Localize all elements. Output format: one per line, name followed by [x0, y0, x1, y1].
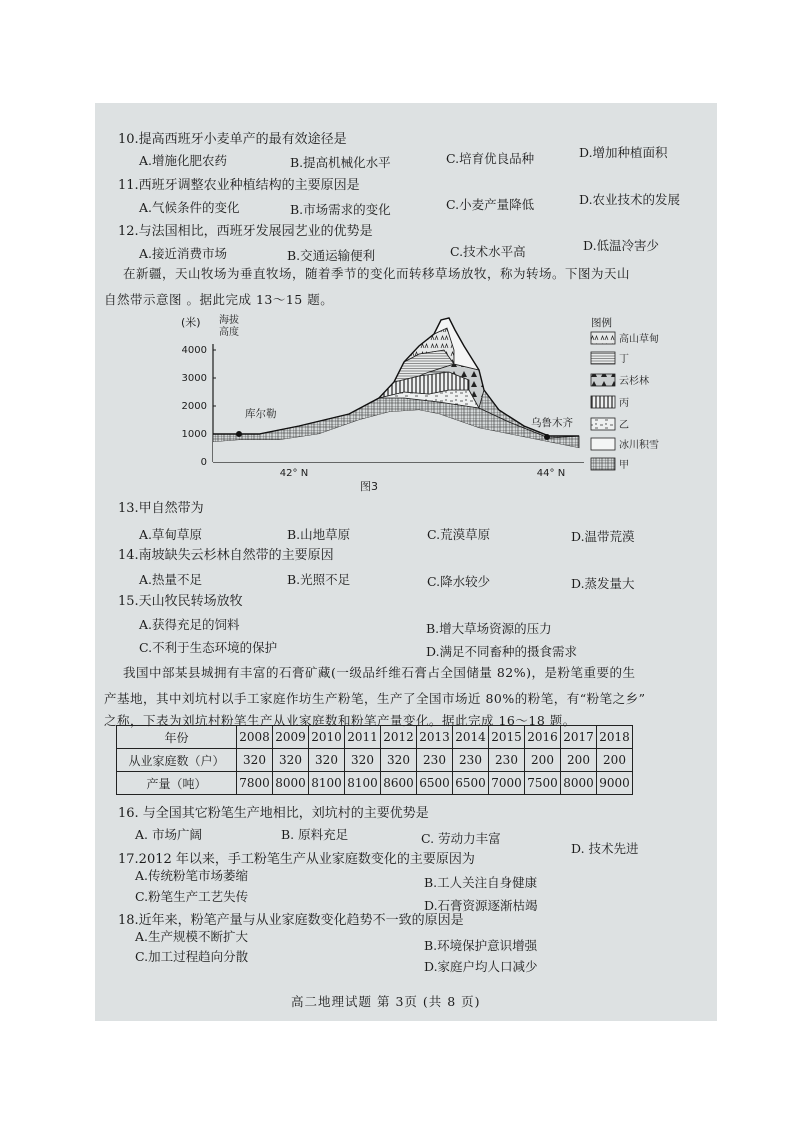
y-unit-label: (米) — [181, 316, 201, 329]
q16-option-b: B. 原料充足 — [281, 827, 349, 842]
table-cell: 2010 — [309, 726, 345, 749]
q11-option-b: B.市场需求的变化 — [290, 202, 391, 217]
urumqi-point-icon — [544, 434, 550, 440]
q17-option-b: B.工人关注自身健康 — [424, 875, 538, 890]
q15-option-d: D.满足不同畜种的摄食需求 — [426, 644, 578, 659]
q12-stem: 12.与法国相比，西班牙发展园艺业的优势是 — [118, 224, 373, 239]
table-cell: 230 — [453, 749, 489, 772]
table-row-households — [117, 749, 633, 772]
figure-caption: 图3 — [360, 480, 378, 493]
q13-option-c: C.荒漠草原 — [427, 527, 491, 542]
legend-title: 图例 — [591, 317, 612, 329]
y-title-1: 海拔 — [219, 315, 239, 326]
table-cell: 320 — [309, 749, 345, 772]
exam-page — [95, 103, 717, 1021]
tianshan-natural-belt-figure — [179, 310, 659, 493]
legend-label: 高山草甸 — [619, 334, 659, 345]
table-cell: 6500 — [453, 772, 489, 795]
table-cell: 2008 — [237, 726, 273, 749]
table-cell: 200 — [561, 749, 597, 772]
y-title-2: 高度 — [219, 327, 239, 338]
y-tick-label: 3000 — [181, 373, 207, 384]
q14-option-b: B.光照不足 — [287, 572, 351, 587]
intro-tianshan-line1: 在新疆，天山牧场为垂直牧场，随着季节的变化而转移草场放牧，称为转场。下图为天山 — [123, 266, 631, 281]
table-cell: 6500 — [417, 772, 453, 795]
q18-option-d: D.家庭户均人口减少 — [424, 959, 538, 974]
q14-stem: 14.南坡缺失云杉林自然带的主要原因 — [118, 548, 334, 563]
table-cell: 320 — [381, 749, 417, 772]
q12-option-a: A.接近消费市场 — [139, 246, 228, 261]
table-cell: 200 — [597, 749, 633, 772]
q10-option-a: A.增施化肥农药 — [139, 153, 228, 168]
q16-option-a: A. 市场广阔 — [135, 827, 202, 842]
table-cell: 320 — [345, 749, 381, 772]
table-cell: 8100 — [309, 772, 345, 795]
q18-option-b: B.环境保护意识增强 — [424, 938, 538, 953]
legend-label: 甲 — [619, 460, 629, 471]
q12-option-b: B.交通运输便利 — [287, 248, 376, 263]
q13-stem: 13.甲自然带为 — [118, 501, 204, 516]
q14-option-d: D.蒸发量大 — [571, 576, 635, 591]
y-tick-label: 1000 — [181, 429, 207, 440]
legend-label: 乙 — [619, 420, 629, 431]
q14-option-a: A.热量不足 — [139, 572, 203, 587]
table-cell: 320 — [237, 749, 273, 772]
table-cell: 230 — [417, 749, 453, 772]
legend-swatch-bing-icon — [591, 396, 615, 408]
legend-swatch-spruce-icon — [591, 374, 615, 386]
q13-option-b: B.山地草原 — [287, 527, 351, 542]
page-footer: 高二地理试题 第 3页 (共 8 页) — [291, 994, 481, 1009]
table-cell: 2012 — [381, 726, 417, 749]
table-cell: 7800 — [237, 772, 273, 795]
intro-tianshan-line2: 自然带示意图 。据此完成 13～15 题。 — [104, 292, 334, 307]
q18-stem: 18.近年来，粉笔产量与从业家庭数变化趋势不一致的原因是 — [118, 913, 464, 928]
q11-option-a: A.气候条件的变化 — [139, 200, 240, 215]
q11-option-c: C.小麦产量降低 — [446, 197, 535, 212]
intro-chalk-line1: 我国中部某县城拥有丰富的石膏矿藏(一级品纤维石膏占全国储量 82%)，是粉笔重要的生 — [123, 665, 636, 680]
table-cell: 7000 — [489, 772, 525, 795]
legend-swatch-alpine-meadow-icon — [591, 332, 615, 344]
y-tick-label: 0 — [200, 457, 207, 468]
table-row-years — [117, 726, 633, 749]
table-cell: 7500 — [525, 772, 561, 795]
place-label-korla: 库尔勒 — [245, 408, 277, 420]
q10-option-b: B.提高机械化水平 — [290, 155, 391, 170]
x-tick-label-42n: 42° N — [279, 468, 309, 479]
q15-stem: 15.天山牧民转场放牧 — [118, 594, 243, 609]
q11-stem: 11.西班牙调整农业种植结构的主要原因是 — [118, 178, 360, 193]
q15-option-a: A.获得充足的饲料 — [139, 617, 240, 632]
x-tick-label-44n: 44° N — [536, 468, 566, 479]
table-cell: 2018 — [597, 726, 633, 749]
table-cell: 8000 — [273, 772, 309, 795]
intro-chalk-line2: 产基地，其中刘坑村以手工家庭作坊生产粉笔，生产了全国市场近 80%的粉笔，有“粉笔之乡” — [104, 691, 646, 706]
q17-stem: 17.2012 年以来，手工粉笔生产从业家庭数变化的主要原因为 — [118, 852, 475, 867]
q18-option-c: C.加工过程趋向分散 — [135, 949, 249, 964]
legend-label: 云杉林 — [619, 376, 649, 387]
q16-option-d: D. 技术先进 — [571, 841, 639, 856]
table-cell: 2016 — [525, 726, 561, 749]
table-cell: 9000 — [597, 772, 633, 795]
table-cell: 320 — [273, 749, 309, 772]
q18-option-a: A.生产规模不断扩大 — [135, 929, 249, 944]
table-header-cell: 年份 — [117, 726, 237, 749]
q13-option-a: A.草甸草原 — [139, 527, 203, 542]
table-cell: 2015 — [489, 726, 525, 749]
y-tick-label: 2000 — [181, 401, 207, 412]
table-row-output — [117, 772, 633, 795]
chalk-production-table — [116, 725, 633, 795]
table-cell: 200 — [525, 749, 561, 772]
q17-option-c: C.粉笔生产工艺失传 — [135, 889, 249, 904]
legend-label: 丙 — [619, 398, 629, 409]
q12-option-d: D.低温冷害少 — [583, 238, 660, 253]
table-header-cell: 产量（吨） — [117, 772, 237, 795]
legend-swatch-glacier-icon — [591, 438, 615, 450]
q17-option-d: D.石膏资源逐渐枯竭 — [424, 898, 538, 913]
table-cell: 2014 — [453, 726, 489, 749]
table-cell: 8100 — [345, 772, 381, 795]
intro-chalk-line3: 之称，下表为刘坑村粉笔生产从业家庭数和粉笔产量变化。据此完成 16～18 题。 — [104, 713, 576, 728]
q10-option-d: D.增加种植面积 — [579, 145, 668, 160]
legend-swatch-ding-icon — [591, 352, 615, 364]
table-cell: 8600 — [381, 772, 417, 795]
table-header-cell: 从业家庭数（户） — [117, 749, 237, 772]
q12-option-c: C.技术水平高 — [450, 244, 526, 259]
q15-option-c: C.不利于生态环境的保护 — [139, 640, 278, 655]
legend-label: 丁 — [619, 354, 629, 365]
q14-option-c: C.降水较少 — [427, 574, 491, 589]
q11-option-d: D.农业技术的发展 — [579, 192, 681, 207]
table-cell: 8000 — [561, 772, 597, 795]
legend-label: 冰川积雪 — [619, 440, 659, 451]
table-cell: 2013 — [417, 726, 453, 749]
legend-swatch-jia-icon — [591, 458, 615, 470]
table-cell: 2011 — [345, 726, 381, 749]
q10-stem: 10.提高西班牙小麦单产的最有效途径是 — [118, 132, 347, 147]
q13-option-d: D.温带荒漠 — [571, 529, 635, 544]
table-cell: 230 — [489, 749, 525, 772]
q17-option-a: A.传统粉笔市场萎缩 — [135, 868, 249, 883]
legend-swatch-yi-icon — [591, 418, 615, 430]
q10-option-c: C.培育优良品种 — [446, 151, 535, 166]
table-cell: 2017 — [561, 726, 597, 749]
y-tick-label: 4000 — [181, 345, 207, 356]
table-cell: 2009 — [273, 726, 309, 749]
q16-stem: 16. 与全国其它粉笔生产地相比，刘坑村的主要优势是 — [118, 806, 429, 821]
q16-option-c: C. 劳动力丰富 — [421, 831, 501, 846]
place-label-urumqi: 乌鲁木齐 — [531, 417, 573, 429]
q15-option-b: B.增大草场资源的压力 — [426, 621, 552, 636]
korla-point-icon — [236, 431, 242, 437]
